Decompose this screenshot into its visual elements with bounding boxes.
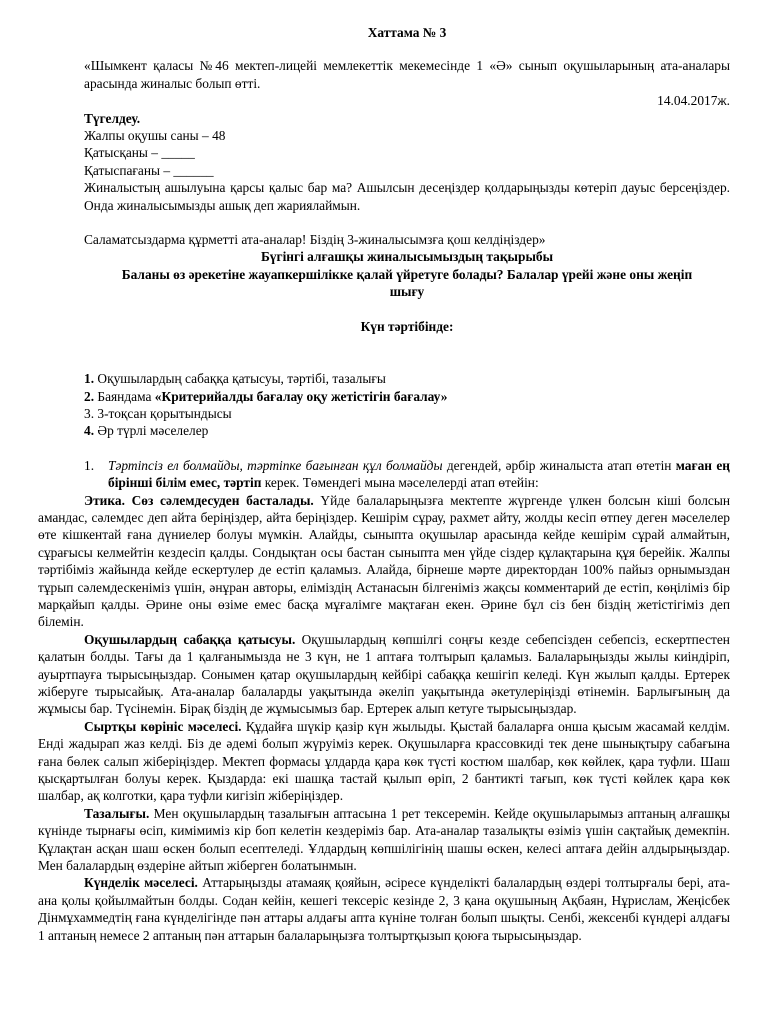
agenda-item-text: Баяндама — [94, 388, 155, 404]
section-text: Құдайға шүкір қазір күн жылыды. Қыстай балаларға онша қысым жасамай келдім. Енді жадырап жаз келді. Біз де әдемі болып жүруіміз керек. Оқушыларға крассовкиді тек дене шынықтыру сабағына ғана бөлек салып жіберіңіздер. Мектеп формасы ұлдарда қара көк түсті костюм шалбар, көк көйлек, қара туфли. Шаш қысқартылған болуы керек. Қыздарда: екі шашқа тастай қылып өріп, 2 бантикті тағып, көк түсті көйлек қара көк шалбар, ақ колготки, қара туфли кигізіп жіберіңіздер. — [38, 718, 730, 804]
proverb-text: Тәртіпсіз ел болмайды, тәртіпке бағынған құл болмайды — [108, 457, 443, 473]
section-text: Үйде балаларыңызға мектепте жүргенде үлкен болсын кіші болсын амандас, сәлемдес деп айта беріңіздер, айта беріңіздер. Кешірім сұрау, рахмет айту, жолды кесіп өтпеу деген мәселелер өте кішкентай ғана дүниелер болуы мүмкін. Алайды, сыныпта оқушылар арасында кейде кешірім сұрай алмайтын, сұрағысы келмейтін кездесіп қалды. Сондықтан осы бастан сыныпта мен үйде сіздер құлақтарына құя берейік. Жалпы тәртібіміз жайында кейде ескертулер де естіп қаламыз. Алайда, бірнеше мәрте директордан 100% пайыз орнымыздан тұрып сәлемдескеніміз үшін, әнұран авторы, еліміздің Астанасын білгеніміз жақсы комментарий де естіп, көңіліміз бір марқайып қалды. Әрине оны өзіме емес басқа мұғалімге мақтаған екен. Әрине бұл сіз бен біздің жетістігіміз деп білемін. — [38, 492, 730, 630]
section-heading: Тазалығы. — [84, 805, 150, 821]
discussion-item-number: 1. — [84, 457, 95, 473]
topic-heading: Бүгінгі алғашқы жиналысымыздың тақырыбы — [260, 249, 554, 265]
agenda-item — [84, 422, 730, 439]
agenda-item — [84, 370, 730, 387]
greeting-line: Саламатсыздарма құрметті ата-аналар! Біздің 3-жиналысымзға қош келдіңіздер» — [84, 232, 546, 248]
spacer — [84, 301, 730, 318]
document-title: Хаттама № 3 — [367, 25, 447, 40]
agenda-heading: Күн тәртібінде: — [360, 318, 454, 334]
agenda-list — [84, 370, 730, 440]
agenda-item-number: 2. — [84, 388, 95, 404]
section-heading: Күнделік мәселесі. — [84, 875, 198, 891]
section-cleanliness — [38, 805, 730, 875]
agenda-item-number: 3. — [84, 405, 95, 421]
motion-paragraph: Жиналыстың ашылуына қарсы қалыс бар ма? Ашылсын десеңіздер қолдарыңызды көтеріп дауыс берсеңіздер. Онда жиналысымызды ашық деп жариялаймын. — [84, 180, 730, 213]
section-appearance — [38, 718, 730, 805]
agenda-item-text: 3-тоқсан қорытындысы — [94, 405, 232, 421]
agenda-item — [84, 405, 730, 422]
topic-title: Баланы өз әрекетіне жауапкершілікке қалай үйретуге болады? Балалар үрейі және оны жеңіп шығу — [121, 266, 693, 300]
spacer — [84, 335, 730, 370]
spacer — [84, 214, 730, 231]
attendance-absent: Қатыспағаны – ______ — [84, 162, 214, 178]
section-attendance — [38, 631, 730, 718]
section-diary — [38, 874, 730, 944]
meeting-date: 14.04.2017ж. — [657, 93, 730, 109]
attendance-heading: Түгелдеу. — [84, 110, 141, 126]
section-text: Мен оқушылардың тазалығын аптасына 1 рет тексеремін. Кейде оқушыларымыз аптаның алғашқы күнінде тырнағы өсіп, кимімиміз кір боп келетін кездеріміз бар. Ата-аналар тазалықты өзіміз үшін сақтайық демекпін. Құлақтан асқан шаш өскен болып есептеледі. Ұлдардың көпшілігінің шашы өскен, келесі аптаға дейін алдырыңыздар. Мен балалардың өздеріне айтып жіберген болатынмын. — [38, 805, 730, 874]
agenda-item-text: Оқушылардың сабаққа қатысуы, тәртібі, тазалығы — [94, 371, 386, 387]
section-heading: Сыртқы көрініс мәселесі. — [84, 718, 242, 734]
spacer — [84, 440, 730, 457]
agenda-item-number: 4. — [84, 423, 95, 439]
discussion-item-1 — [84, 457, 730, 492]
emphasis-text: маған ең бірінші білім емес, тәртіп — [108, 457, 730, 491]
agenda-item-bold: «Критерийалды бағалау оқу жетістігін бағалау» — [154, 388, 448, 404]
section-ethics — [38, 492, 730, 631]
intro-paragraph: «Шымкент қаласы №46 мектеп-лицейі мемлекеттік мекемесінде 1 «Ә» сынып оқушыларының ата-аналары арасында жиналыс болып өтті. — [84, 58, 730, 91]
attendance-total: Жалпы оқушы саны – 48 — [84, 128, 226, 144]
attendance-present: Қатысқаны – _____ — [84, 145, 195, 161]
agenda-item — [84, 388, 730, 405]
agenda-item-text: Әр түрлі мәселелер — [94, 423, 209, 439]
section-text: Аттарыңызды атамаяқ қояйын, әсіресе күнделікті балалардың өздері толтырғалы бері, ата-ана қолы қойылмайтын болды. Содан кейін, кешегі тексеріс кезінде 2, 3 қана оқушының Ақбаян, Нұрислам, Жеңісбек Дінмұхаммедтің ғана күнделігінде пән аттары алдағы апта күніне толған болып шықты. Сенбі, жексенбі күндері алдағы 1 аптаның немесе 2 аптаның пән аттарын балаларыңызға толтыртқызып қоюға тырысыңыздар. — [38, 875, 730, 943]
agenda-item-number: 1. — [84, 371, 95, 387]
section-heading: Оқушылардың сабаққа қатысуы. — [84, 631, 296, 647]
section-text: Оқушылардың көпшілгі соңғы кезде себепсізден себепсіз, ескертпестен қалатын болды. Тағы да 1 қалғанымызда не 3 күн, не 1 аптаға толтырып қаламыз. Балаларыңызды жылы киіндіріп, ауыртпауға тырысыңыздар. Сонымен қатар оқушылардың кейбірі сабаққа кешігіп келеді. Күн жылып қалды. Ертерек жіберуге тырысайық. Ата-аналар балаларды уақытында әкеліп уақытында әкетулеріңізді өтінемін. Барлығының да жұмысы бар. Түсінемін. Бірақ біздің де жұмысымыз бар. Ертерек алып кетуге тырысыңыздар. — [38, 631, 730, 717]
section-heading: Этика. Сөз сәлемдесуден басталады. — [84, 492, 314, 508]
discussion-item-text: Тәртіпсіз ел болмайды, тәртіпке бағынған құл болмайды дегендей, әрбір жиналыста атап өтетін маған ең бірінші білім емес, тәртіп керек. Төмендегі мына мәселелерді атап өтейін: — [108, 457, 730, 491]
